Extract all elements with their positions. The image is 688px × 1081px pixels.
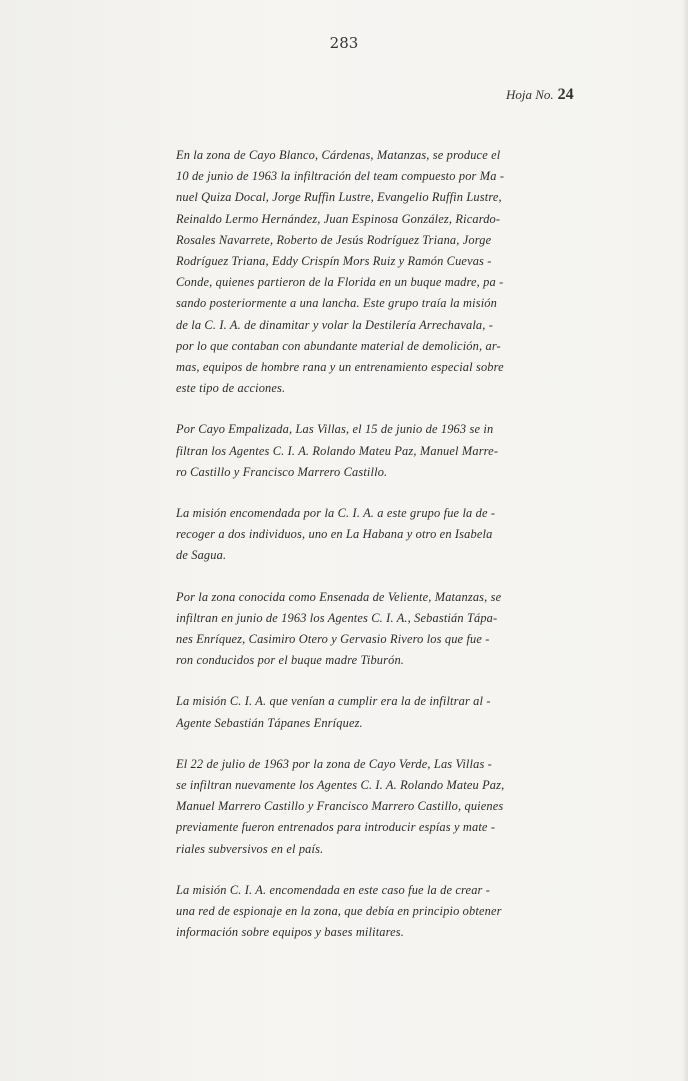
text-line: ro Castillo y Francisco Marrero Castillo. bbox=[176, 464, 388, 479]
text-line: Manuel Marrero Castillo y Francisco Marrero Castillo, quienes bbox=[176, 799, 504, 814]
text-line: Conde, quienes partieron de la Florida en un buque madre, pa - bbox=[176, 275, 504, 290]
text-line: sando posteriormente a una lancha. Este grupo traía la misión bbox=[176, 296, 497, 311]
paragraph bbox=[176, 691, 612, 733]
paragraph bbox=[176, 754, 612, 860]
text-line: previamente fueron entrenados para introducir espías y mate - bbox=[176, 820, 496, 835]
text-line: nuel Quiza Docal, Jorge Ruffin Lustre, Evangelio Ruffin Lustre, bbox=[176, 190, 502, 205]
text-line: de Sagua. bbox=[176, 548, 227, 563]
text-line: filtran los Agentes C. I. A. Rolando Mateu Paz, Manuel Marre- bbox=[176, 443, 499, 458]
text-line: Reinaldo Lermo Hernández, Juan Espinosa González, Ricardo- bbox=[176, 211, 501, 226]
text-line: de la C. I. A. de dinamitar y volar la Destilería Arrechavala, - bbox=[176, 317, 494, 332]
text-line: información sobre equipos y bases militares. bbox=[176, 925, 405, 940]
text-line: Agente Sebastián Tápanes Enríquez. bbox=[176, 715, 363, 730]
document-body bbox=[176, 145, 612, 964]
paragraph bbox=[176, 880, 612, 944]
text-line: La misión encomendada por la C. I. A. a este grupo fue la de - bbox=[176, 506, 496, 521]
text-line: Por Cayo Empalizada, Las Villas, el 15 de junio de 1963 se in bbox=[176, 422, 494, 437]
text-line: La misión C. I. A. que venían a cumplir era la de infiltrar al - bbox=[176, 694, 491, 709]
text-line: ron conducidos por el buque madre Tiburón. bbox=[176, 653, 405, 668]
text-line: nes Enríquez, Casimiro Otero y Gervasio Rivero los que fue - bbox=[176, 632, 490, 647]
text-line: Por la zona conocida como Ensenada de Veliente, Matanzas, se bbox=[176, 589, 502, 604]
text-line: recoger a dos individuos, uno en La Habana y otro en Isabela bbox=[176, 527, 493, 542]
text-line: riales subversivos en el país. bbox=[176, 841, 324, 856]
text-line: se infiltran nuevamente los Agentes C. I. A. Rolando Mateu Paz, bbox=[176, 778, 505, 793]
text-line: por lo que contaban con abundante material de demolición, ar- bbox=[176, 338, 501, 353]
text-line: Rosales Navarrete, Roberto de Jesús Rodríguez Triana, Jorge bbox=[176, 232, 492, 247]
paragraph bbox=[176, 145, 612, 399]
sheet-label-text: Hoja No. bbox=[506, 87, 554, 102]
paragraph bbox=[176, 587, 612, 672]
page-edge-shadow bbox=[682, 0, 688, 1081]
text-line: infiltran en junio de 1963 los Agentes C. I. A., Sebastián Tápa- bbox=[176, 610, 498, 625]
text-line: 10 de junio de 1963 la infiltración del team compuesto por Ma - bbox=[176, 169, 505, 184]
paragraph bbox=[176, 503, 612, 567]
sheet-number: 24 bbox=[557, 86, 574, 103]
text-line: En la zona de Cayo Blanco, Cárdenas, Matanzas, se produce el bbox=[176, 148, 501, 162]
sheet-label bbox=[506, 86, 574, 104]
text-line: Rodríguez Triana, Eddy Crispín Mors Ruiz y Ramón Cuevas - bbox=[176, 254, 492, 269]
text-line: este tipo de acciones. bbox=[176, 381, 286, 396]
text-line: mas, equipos de hombre rana y un entrenamiento especial sobre bbox=[176, 360, 504, 375]
page-number: 283 bbox=[329, 34, 359, 52]
text-line: La misión C. I. A. encomendada en este caso fue la de crear - bbox=[176, 882, 491, 897]
text-line: una red de espionaje en la zona, que debía en principio obtener bbox=[176, 904, 502, 919]
text-line: El 22 de julio de 1963 por la zona de Cayo Verde, Las Villas - bbox=[176, 756, 492, 771]
paragraph bbox=[176, 419, 612, 483]
